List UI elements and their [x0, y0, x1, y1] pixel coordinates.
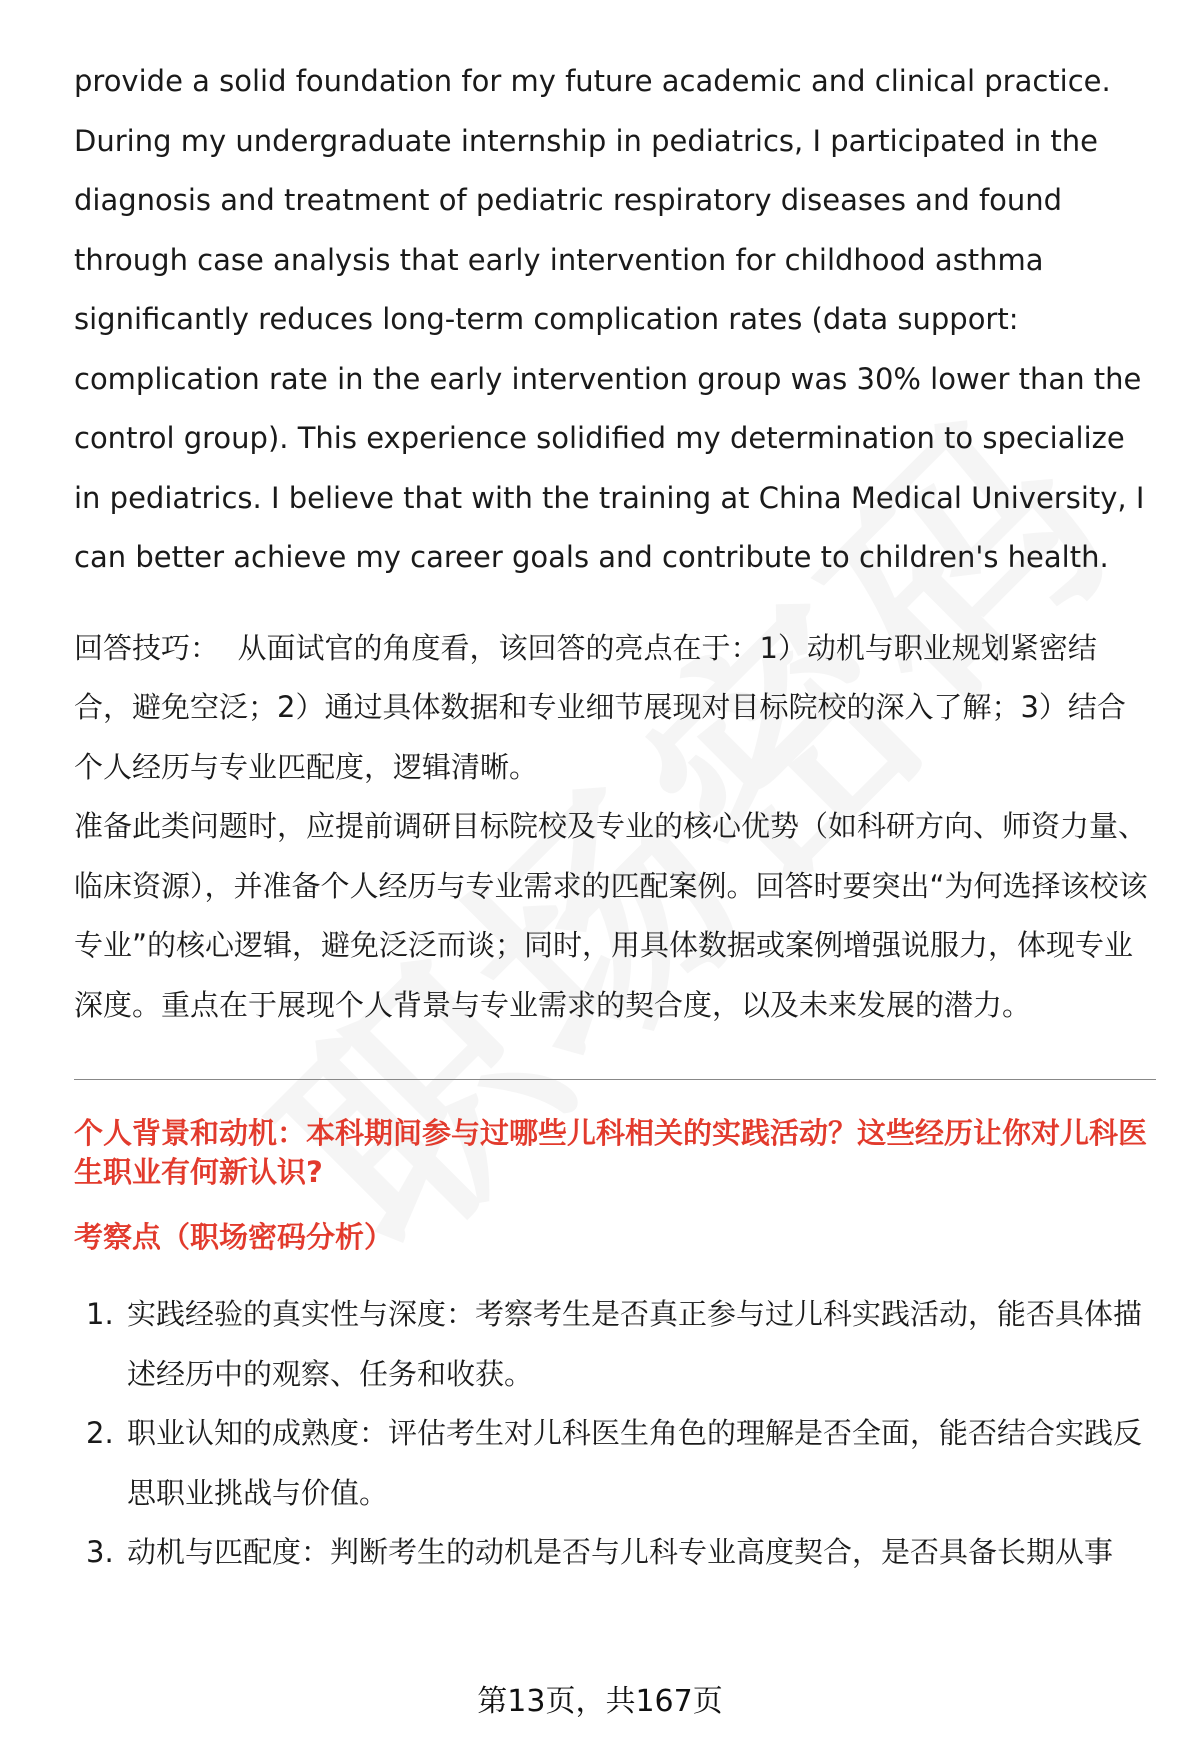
list-item [74, 1285, 1154, 1404]
section-divider [74, 1079, 1156, 1080]
answer-tip-label: 回答技巧： [74, 630, 220, 665]
list-item [74, 1523, 1154, 1583]
list-item-number: 1. [86, 1297, 114, 1331]
assessment-points-heading: 考察点（职场密码分析） [74, 1220, 394, 1254]
list-item-number: 3. [86, 1535, 114, 1569]
list-item-text: 实践经验的真实性与深度：考察考生是否真正参与过儿科实践活动，能否具体描述经历中的观察、任务和收获。 [127, 1297, 1143, 1391]
answer-tip [74, 619, 1154, 798]
document-page [74, 52, 1154, 1583]
assessment-points-list [74, 1285, 1154, 1583]
page-number: 第13页，共167页 [477, 1684, 723, 1719]
preparation-advice: 准备此类问题时，应提前调研目标院校及专业的核心优势（如科研方向、师资力量、临床资源），并准备个人经历与专业需求的匹配案例。回答时要突出“为何选择该校该专业”的核心逻辑，避免泛泛而谈；同时，用具体数据或案例增强说服力，体现专业深度。重点在于展现个人背景与专业需求的契合度，以及未来发展的潜力。 [74, 809, 1148, 1022]
list-item-text: 动机与匹配度：判断考生的动机是否与儿科专业高度契合，是否具备长期从事 [127, 1535, 1114, 1569]
list-item-text: 职业认知的成熟度：评估考生对儿科医生角色的理解是否全面，能否结合实践反思职业挑战与价值。 [127, 1416, 1143, 1510]
list-item-number: 2. [86, 1416, 114, 1450]
question-heading: 个人背景和动机：本科期间参与过哪些儿科相关的实践活动？这些经历让你对儿科医生职业有何新认识? [74, 1116, 1148, 1189]
intro-paragraph: provide a solid foundation for my future academic and clinical practice. During my undergraduate internship in pediatrics, I participated in the diagnosis and treatment of pediatric respiratory diseases and found through case analysis that early intervention for childhood asthma significantly reduces long-term complication rates (data support: complication rate in the early intervention group was 30% lower than the control group). This experience solidified my determination to specialize in pediatrics. I believe that with the training at China Medical University, I can better achieve my career goals and contribute to children's health. [74, 64, 1145, 574]
list-item [74, 1404, 1154, 1523]
answer-tip-text: 从面试官的角度看，该回答的亮点在于：1）动机与职业规划紧密结合，避免空泛；2）通过具体数据和专业细节展现对目标院校的深入了解；3）结合个人经历与专业匹配度，逻辑清晰。 [74, 630, 1126, 784]
